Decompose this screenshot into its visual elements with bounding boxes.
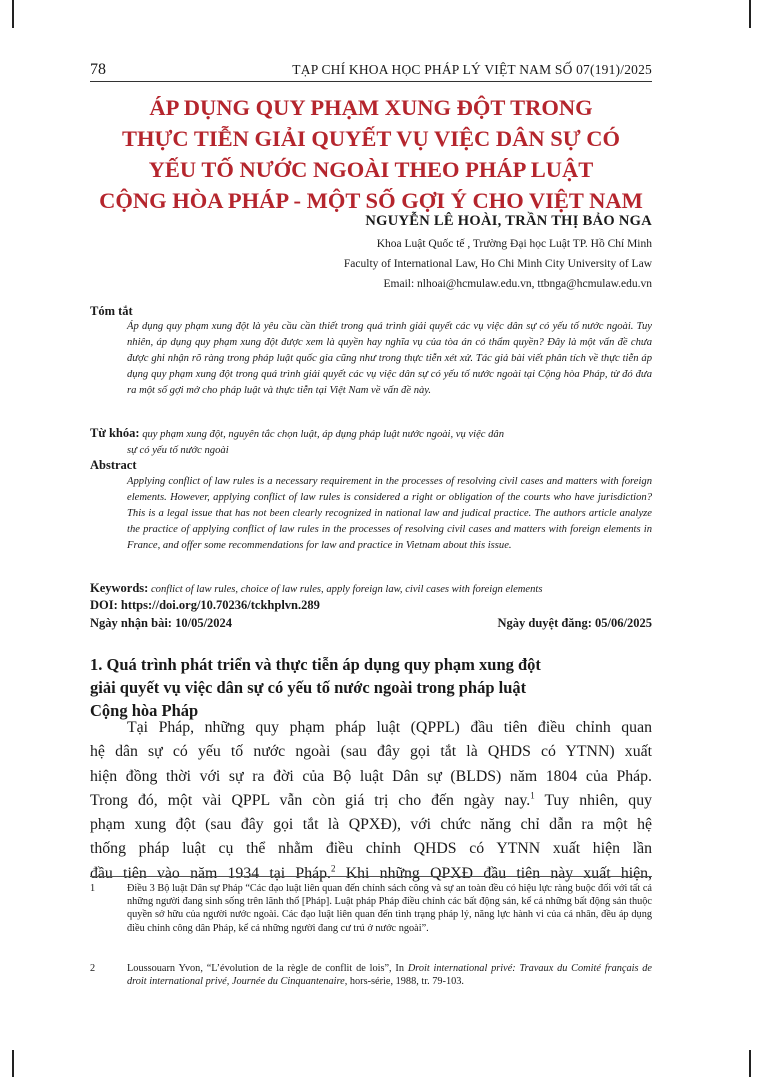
title-line: YẾU TỐ NƯỚC NGOÀI THEO PHÁP LUẬT	[148, 157, 594, 182]
body-line-part: Tuy nhiên, quy	[544, 791, 652, 809]
footnote-ref-2[interactable]: 2	[330, 863, 336, 874]
body-line-part: Khi những QPXĐ đầu tiên này xuất hiện,	[345, 864, 653, 882]
footnote-source-title: Droit international privé: Travaux du Comité français de droit international privé, Journée du Cinquantenaire	[127, 963, 652, 988]
keywords-vi-line1: quy phạm xung đột, nguyên tắc chọn luật, áp dụng pháp luật nước ngoài, vụ việc dân	[142, 429, 505, 440]
keywords-vi-line2: sự có yếu tố nước ngoài	[127, 444, 229, 456]
article-title	[90, 92, 652, 216]
keywords-vi	[90, 426, 652, 459]
body-line: thống pháp luật cụ thể nhằm điều chỉnh QHDS có YTNN xuất hiện lần	[90, 840, 652, 858]
footnote-number: 1	[90, 883, 96, 894]
section-heading-line: 1. Quá trình phát triển và thực tiễn áp dụng quy phạm xung đột	[90, 655, 541, 674]
abstract-text: Applying conflict of law rules is a necessary requirement in the processes of resolving civil cases and matters with foreign elements. However, applying conflict of law rules is considered a right or obligation of the courts who have jurisdiction? This is a legal issue that has not been clearly recognized in national law and judical practice. The authors article analyze the practice of applying conflict of law rules in the processes of resolving civil cases and matters with foreign elements in France, and offer some recommendations for law and practice in Vietnam about this issue.	[127, 476, 652, 551]
affiliation-en: Faculty of International Law, Ho Chi Minh City University of Law	[343, 258, 652, 270]
keywords-en	[90, 581, 652, 598]
crop-mark-bottom-right	[749, 1050, 751, 1077]
affiliation-vi: Khoa Luật Quốc tế , Trường Đại học Luật TP. Hồ Chí Minh	[376, 238, 652, 250]
keywords-vi-label: Từ khóa:	[90, 426, 140, 440]
crop-mark-bottom-left	[12, 1050, 14, 1077]
footnote-divider	[90, 876, 652, 877]
crop-mark-top-right	[749, 0, 751, 28]
footnote-1	[90, 882, 652, 935]
body-paragraph	[90, 716, 652, 886]
footnote-text	[127, 962, 652, 988]
body-line: Tại Pháp, những quy phạm pháp luật (QPPL) đầu tiên điều chỉnh quan	[127, 719, 652, 736]
keywords-en-label: Keywords:	[90, 581, 149, 595]
author-names: NGUYỄN LÊ HOÀI, TRẦN THỊ BẢO NGA	[365, 213, 652, 229]
author-email: Email: nlhoai@hcmulaw.edu.vn, ttbnga@hcmulaw.edu.vn	[383, 278, 652, 290]
running-header	[90, 61, 652, 82]
section-heading-line: Cộng hòa Pháp	[90, 701, 199, 720]
footnote-ref-1[interactable]: 1	[530, 790, 535, 801]
page-number: 78	[90, 61, 106, 78]
summary-text: Áp dụng quy phạm xung đột là yêu cầu cần thiết trong quá trình giải quyết các vụ việc dân sự có yếu tố nước ngoài. Tuy nhiên, áp dụng quy phạm xung đột được xem là quyền hay nghĩa vụ của tòa án có thẩm quyền? Đây là một vấn đề chưa được ghi nhận rõ ràng trong pháp luật quốc gia cũng như trong thực tiễn xét xử. Tác giả bài viết phân tích về thực tiễn áp dụng quy phạm xung đột trong quá trình giải quyết các vụ việc dân sự có yếu tố nước ngoài tại Cộng hòa Pháp, từ đó đưa ra một số gợi mở cho pháp luật và thực tiễn tại Việt Nam về vấn đề này.	[127, 321, 652, 396]
body-line: hiện đồng thời với sự ra đời của Bộ luật Dân sự (BLDS) năm 1804 của Pháp.	[90, 767, 652, 785]
body-line: hệ dân sự có yếu tố nước ngoài (sau đây gọi tắt là QHDS có YTNN) xuất	[90, 743, 652, 761]
title-line: THỰC TIỄN GIẢI QUYẾT VỤ VIỆC DÂN SỰ CÓ	[121, 126, 620, 151]
body-line	[90, 789, 652, 813]
body-line-part: Trong đó, một vài QPPL vẫn còn giá trị cho đến ngày nay.	[90, 791, 531, 809]
footnote-text-part: , hors-série, 1988, tr. 79-103.	[344, 976, 464, 988]
title-line: ÁP DỤNG QUY PHẠM XUNG ĐỘT TRONG	[149, 95, 593, 120]
abstract-label: Abstract	[90, 458, 137, 472]
title-line: CỘNG HÒA PHÁP - MỘT SỐ GỢI Ý CHO VIỆT NAM	[99, 188, 643, 213]
footnote-number: 2	[90, 963, 96, 974]
received-date: Ngày nhận bài: 10/05/2024	[90, 616, 233, 630]
keywords-en-text: conflict of law rules, choice of law rules, apply foreign law, civil cases with foreign elements	[150, 584, 543, 595]
approved-date: Ngày duyệt đăng: 05/06/2025	[497, 616, 652, 630]
section-heading	[90, 653, 652, 722]
footnote-2	[90, 962, 652, 988]
footnote-text-part: Loussouarn Yvon, “L’évolution de la règle de conflit de lois”, In	[127, 963, 408, 974]
body-line: phạm xung đột (sau đây gọi tắt là QPXĐ), với chức năng chỉ dẫn ra một hệ	[90, 816, 652, 834]
footnote-text: Điều 3 Bộ luật Dân sự Pháp “Các đạo luật liên quan đến chính sách công và sự an toàn đều có hiệu lực ràng buộc đối với tất cả những người đang sinh sống trên lãnh thổ [Pháp]. Luật pháp Pháp điều chỉnh các bất động sản, kể cả những bất động sản thuộc quyền sở hữu của người nước ngoài. Các đạo luật liên quan đến tình trạng pháp lý, năng lực hành vi của cá nhân, đều áp dụng điều chỉnh công dân Pháp, kể cả những người đang cư trú ở nước ngoài”.	[127, 883, 652, 934]
body-line-part: đầu tiên vào năm 1934 tại Pháp.	[90, 864, 331, 882]
crop-mark-top-left	[12, 0, 14, 28]
section-heading-line: giải quyết vụ việc dân sự có yếu tố nước ngoài trong pháp luật	[90, 678, 527, 697]
journal-title: TẠP CHÍ KHOA HỌC PHÁP LÝ VIỆT NAM SỐ 07(191)/2025	[292, 62, 652, 77]
doi-link[interactable]: DOI: https://doi.org/10.70236/tckhplvn.289	[90, 598, 320, 612]
summary-label: Tóm tắt	[90, 304, 133, 318]
